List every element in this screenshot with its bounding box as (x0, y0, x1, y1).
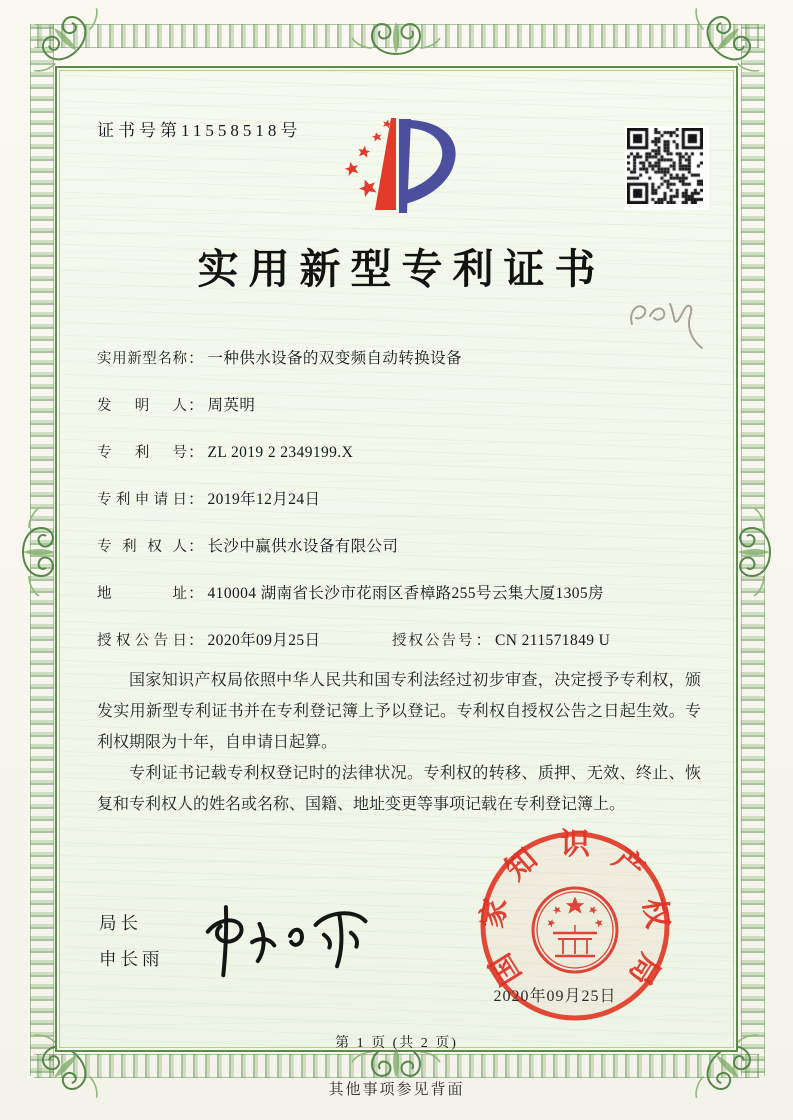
field-label: 实用新型名称 (97, 351, 187, 367)
legal-text (97, 665, 701, 820)
legal-paragraph-1: 国家知识产权局依照中华人民共和国专利法经过初步审查，决定授予专利权，颁发实用新型专利证书并在专利登记簿上予以登记。专利权自授权公告之日起生效。专利权期限为十年，自申请日起算。 (97, 672, 701, 751)
field-label: 授权公告日 (97, 633, 187, 649)
field-label: 专利申请日 (97, 492, 187, 508)
field-value: 周英明 (207, 397, 256, 414)
seal-char: 产 (606, 842, 651, 887)
signer-title: 局长 (99, 913, 142, 933)
field-row-address: 地址： 410004 湖南省长沙市花雨区香樟路255号云集大厦1305房 (97, 581, 716, 605)
field-value: 2019年12月24日 (207, 491, 321, 508)
seal-char: 国 (483, 947, 528, 991)
border-ornament-top-center (346, 14, 446, 58)
field-value: 410004 湖南省长沙市花雨区香樟路255号云集大厦1305房 (207, 585, 604, 602)
back-side-note: 其他事项参见背面 (328, 1082, 465, 1098)
field-grant-number: 授权公告号： CN 211571849 U (392, 632, 611, 649)
seal-date: 2020年09月25日 (493, 988, 617, 1005)
field-row-utility-model-name: 实用新型名称： 一种供水设备的双变频自动转换设备 (97, 346, 716, 370)
handwritten-pencil-mark-icon (614, 290, 719, 352)
field-value: ZL 2019 2 2349199.X (207, 444, 354, 461)
seal-char: 知 (499, 842, 544, 887)
field-value: 2020年09月25日 (207, 632, 321, 649)
shen-changyu-signature-icon (193, 892, 381, 983)
field-label: 专利权人 (97, 539, 187, 555)
field-label: 发明人 (97, 398, 187, 414)
certificate-frame (55, 66, 738, 1052)
field-label: 专利号 (97, 445, 187, 461)
page-number: 第 1 页 (共 2 页) (335, 1036, 458, 1051)
field-row-filing-date: 专利申请日： 2019年12月24日 (97, 487, 716, 511)
field-row-patent-number: 专利号： ZL 2019 2 2349199.X (97, 440, 716, 464)
seal-char: 识 (560, 828, 590, 861)
qr-code-canvas (627, 128, 703, 204)
field-row-grant-date: 授权公告日： 2020年09月25日 授权公告号： CN 211571849 U (97, 628, 716, 652)
legal-paragraph-2: 专利证书记载专利权登记时的法律状况。专利权的转移、质押、无效、终止、恢复和专利权人的姓名或名称、国籍、地址变更等事项记载在专利登记簿上。 (97, 765, 701, 813)
cnipa-patent-logo-icon (338, 110, 463, 215)
certificate-title: 实用新型专利证书 (197, 246, 606, 292)
field-value: 长沙中赢供水设备有限公司 (207, 538, 399, 555)
field-row-inventor: 发明人： 周英明 (97, 393, 716, 417)
field-value: CN 211571849 U (495, 632, 611, 649)
field-value: 一种供水设备的双变频自动转换设备 (207, 350, 462, 367)
field-label: 授权公告号 (392, 633, 475, 649)
seal-char: 家 (475, 895, 514, 931)
signer-name: 申长雨 (99, 949, 164, 969)
field-row-patentee: 专利权人： 长沙中赢供水设备有限公司 (97, 534, 716, 558)
seal-char: 权 (636, 895, 675, 931)
certificate-number: 证书号第11558518号 (97, 121, 302, 140)
field-label: 地址 (97, 586, 187, 602)
qr-code (625, 126, 709, 210)
seal-char: 局 (622, 947, 667, 991)
